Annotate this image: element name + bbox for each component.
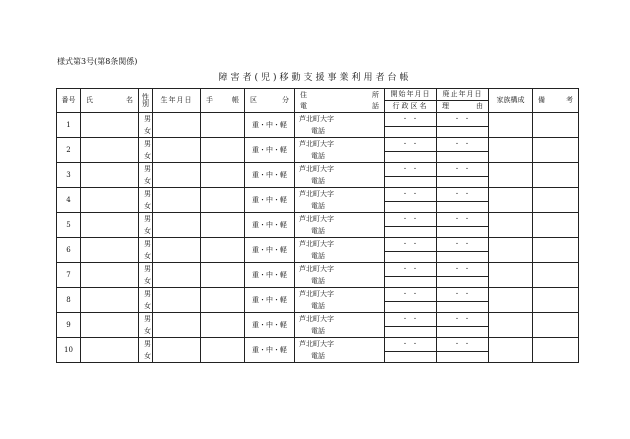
header-phone-a: 電	[300, 101, 307, 110]
header-notes	[533, 89, 579, 113]
reason-cell[interactable]	[437, 152, 489, 163]
district-cell[interactable]	[385, 277, 437, 288]
address-prefix: 芦北町大字	[299, 290, 334, 298]
header-class-b: 分	[282, 96, 289, 104]
sex-male: 男	[144, 165, 151, 173]
form-code: 様式第3号(第8条関係)	[57, 57, 138, 66]
birth-date-cell[interactable]	[153, 263, 201, 288]
address-prefix: 芦北町大字	[299, 265, 334, 273]
notes-cell[interactable]	[533, 138, 579, 163]
grade-cell: 重・中・軽	[245, 313, 295, 338]
birth-date-cell[interactable]	[153, 163, 201, 188]
district-cell[interactable]	[385, 227, 437, 238]
reason-cell[interactable]	[437, 302, 489, 313]
header-address-phone	[295, 89, 385, 113]
end-date-cell: ・ ・	[437, 288, 489, 302]
district-cell[interactable]	[385, 152, 437, 163]
header-sex-b: 別	[142, 99, 149, 108]
reason-cell[interactable]	[437, 177, 489, 188]
start-date-cell: ・ ・	[385, 213, 437, 227]
sex-female: 女	[144, 252, 151, 260]
address-cell	[295, 213, 385, 238]
register-table	[56, 88, 579, 363]
address-cell	[295, 313, 385, 338]
birth-date-cell[interactable]	[153, 338, 201, 363]
address-cell	[295, 338, 385, 363]
name-cell[interactable]	[81, 213, 139, 238]
table-body	[57, 113, 579, 363]
header-address-a: 住	[300, 90, 307, 99]
header-class-a: 区	[250, 96, 257, 104]
header-classification	[245, 89, 295, 113]
address-cell	[295, 263, 385, 288]
name-cell[interactable]	[81, 238, 139, 263]
address-cell	[295, 138, 385, 163]
sex-cell	[139, 238, 153, 263]
name-cell[interactable]	[81, 163, 139, 188]
header-birth-date: 生年月日	[153, 89, 201, 113]
document-title: 障害者(児)移動支援事業利用者台帳	[218, 73, 412, 83]
reason-cell[interactable]	[437, 202, 489, 213]
phone-label: 電話	[311, 302, 325, 310]
sex-female: 女	[144, 302, 151, 310]
district-cell[interactable]	[385, 177, 437, 188]
family-cell[interactable]	[489, 313, 533, 338]
table-row	[57, 163, 579, 177]
header-name	[81, 89, 139, 113]
address-prefix: 芦北町大字	[299, 215, 334, 223]
address-prefix: 芦北町大字	[299, 115, 334, 123]
address-cell	[295, 113, 385, 138]
table-row	[57, 188, 579, 202]
header-handbook	[201, 89, 245, 113]
reason-cell[interactable]	[437, 252, 489, 263]
notes-cell[interactable]	[533, 188, 579, 213]
phone-label: 電話	[311, 127, 325, 135]
grade-cell: 重・中・軽	[245, 213, 295, 238]
phone-label: 電話	[311, 177, 325, 185]
address-cell	[295, 238, 385, 263]
notes-cell[interactable]	[533, 338, 579, 363]
table-header	[57, 89, 579, 113]
sex-male: 男	[144, 265, 151, 273]
name-cell[interactable]	[81, 263, 139, 288]
end-date-cell: ・ ・	[437, 263, 489, 277]
table-row	[57, 263, 579, 277]
sex-male: 男	[144, 290, 151, 298]
handbook-cell[interactable]	[201, 288, 245, 313]
table-row	[57, 338, 579, 352]
start-date-cell: ・ ・	[385, 263, 437, 277]
header-family: 家族構成	[489, 89, 533, 113]
handbook-cell[interactable]	[201, 338, 245, 363]
sex-cell	[139, 338, 153, 363]
notes-cell[interactable]	[533, 313, 579, 338]
grade-cell: 重・中・軽	[245, 188, 295, 213]
header-name-b: 名	[126, 96, 133, 104]
end-date-cell: ・ ・	[437, 138, 489, 152]
family-cell[interactable]	[489, 213, 533, 238]
sex-female: 女	[144, 227, 151, 235]
reason-cell[interactable]	[437, 352, 489, 363]
header-notes-b: 考	[566, 96, 573, 104]
table-row	[57, 213, 579, 227]
end-date-cell: ・ ・	[437, 113, 489, 127]
handbook-cell[interactable]	[201, 113, 245, 138]
row-number: 8	[57, 288, 81, 313]
row-number: 3	[57, 163, 81, 188]
header-reason	[437, 101, 489, 113]
handbook-cell[interactable]	[201, 263, 245, 288]
reason-cell[interactable]	[437, 277, 489, 288]
name-cell[interactable]	[81, 288, 139, 313]
name-cell[interactable]	[81, 188, 139, 213]
sex-male: 男	[144, 340, 151, 348]
notes-cell[interactable]	[533, 263, 579, 288]
grade-cell: 重・中・軽	[245, 288, 295, 313]
start-date-cell: ・ ・	[385, 338, 437, 352]
row-number: 4	[57, 188, 81, 213]
phone-label: 電話	[311, 252, 325, 260]
birth-date-cell[interactable]	[153, 213, 201, 238]
sex-cell	[139, 288, 153, 313]
header-reason-a: 理	[442, 102, 449, 110]
birth-date-cell[interactable]	[153, 313, 201, 338]
family-cell[interactable]	[489, 138, 533, 163]
phone-label: 電話	[311, 277, 325, 285]
header-book-a: 手	[206, 96, 213, 104]
sex-cell	[139, 138, 153, 163]
family-cell[interactable]	[489, 113, 533, 138]
row-number: 1	[57, 113, 81, 138]
district-cell[interactable]	[385, 327, 437, 338]
handbook-cell[interactable]	[201, 238, 245, 263]
family-cell[interactable]	[489, 288, 533, 313]
grade-cell: 重・中・軽	[245, 263, 295, 288]
sex-female: 女	[144, 277, 151, 285]
birth-date-cell[interactable]	[153, 113, 201, 138]
district-cell[interactable]	[385, 202, 437, 213]
district-cell[interactable]	[385, 352, 437, 363]
sex-cell	[139, 163, 153, 188]
phone-label: 電話	[311, 352, 325, 360]
sex-cell	[139, 188, 153, 213]
sex-male: 男	[144, 190, 151, 198]
start-date-cell: ・ ・	[385, 138, 437, 152]
district-cell[interactable]	[385, 252, 437, 263]
notes-cell[interactable]	[533, 163, 579, 188]
family-cell[interactable]	[489, 163, 533, 188]
grade-cell: 重・中・軽	[245, 113, 295, 138]
address-prefix: 芦北町大字	[299, 190, 334, 198]
start-date-cell: ・ ・	[385, 313, 437, 327]
name-cell[interactable]	[81, 113, 139, 138]
address-cell	[295, 188, 385, 213]
address-prefix: 芦北町大字	[299, 315, 334, 323]
end-date-cell: ・ ・	[437, 238, 489, 252]
notes-cell[interactable]	[533, 113, 579, 138]
header-phone-b: 話	[372, 101, 379, 110]
name-cell[interactable]	[81, 138, 139, 163]
sex-female: 女	[144, 152, 151, 160]
header-book-b: 帳	[232, 96, 239, 104]
phone-label: 電話	[311, 152, 325, 160]
row-number: 10	[57, 338, 81, 363]
start-date-cell: ・ ・	[385, 238, 437, 252]
start-date-cell: ・ ・	[385, 113, 437, 127]
handbook-cell[interactable]	[201, 213, 245, 238]
grade-cell: 重・中・軽	[245, 138, 295, 163]
reason-cell[interactable]	[437, 127, 489, 138]
notes-cell[interactable]	[533, 238, 579, 263]
birth-date-cell[interactable]	[153, 188, 201, 213]
sex-male: 男	[144, 140, 151, 148]
table-row	[57, 238, 579, 252]
address-prefix: 芦北町大字	[299, 165, 334, 173]
sex-female: 女	[144, 177, 151, 185]
end-date-cell: ・ ・	[437, 188, 489, 202]
end-date-cell: ・ ・	[437, 313, 489, 327]
row-number: 6	[57, 238, 81, 263]
header-end-date: 廃止年月日	[437, 89, 489, 101]
grade-cell: 重・中・軽	[245, 163, 295, 188]
handbook-cell[interactable]	[201, 313, 245, 338]
sex-female: 女	[144, 352, 151, 360]
header-sex-a: 性	[142, 92, 149, 101]
birth-date-cell[interactable]	[153, 238, 201, 263]
header-start-date: 開始年月日	[385, 89, 437, 101]
end-date-cell: ・ ・	[437, 213, 489, 227]
table-row	[57, 113, 579, 127]
address-cell	[295, 163, 385, 188]
sex-cell	[139, 263, 153, 288]
table-row	[57, 288, 579, 302]
start-date-cell: ・ ・	[385, 163, 437, 177]
header-sex	[139, 89, 153, 113]
grade-cell: 重・中・軽	[245, 338, 295, 363]
handbook-cell[interactable]	[201, 188, 245, 213]
notes-cell[interactable]	[533, 213, 579, 238]
family-cell[interactable]	[489, 188, 533, 213]
end-date-cell: ・ ・	[437, 163, 489, 177]
sex-cell	[139, 213, 153, 238]
phone-label: 電話	[311, 227, 325, 235]
header-number: 番号	[57, 89, 81, 113]
birth-date-cell[interactable]	[153, 288, 201, 313]
header-notes-a: 備	[538, 96, 545, 104]
handbook-cell[interactable]	[201, 138, 245, 163]
start-date-cell: ・ ・	[385, 288, 437, 302]
sex-male: 男	[144, 215, 151, 223]
end-date-cell: ・ ・	[437, 338, 489, 352]
sex-male: 男	[144, 315, 151, 323]
family-cell[interactable]	[489, 263, 533, 288]
name-cell[interactable]	[81, 313, 139, 338]
table-row	[57, 313, 579, 327]
family-cell[interactable]	[489, 238, 533, 263]
district-cell[interactable]	[385, 127, 437, 138]
start-date-cell: ・ ・	[385, 188, 437, 202]
address-prefix: 芦北町大字	[299, 340, 334, 348]
address-prefix: 芦北町大字	[299, 240, 334, 248]
header-reason-b: 由	[476, 102, 483, 110]
grade-cell: 重・中・軽	[245, 238, 295, 263]
row-number: 5	[57, 213, 81, 238]
sex-female: 女	[144, 202, 151, 210]
name-cell[interactable]	[81, 338, 139, 363]
sex-cell	[139, 113, 153, 138]
sex-cell	[139, 313, 153, 338]
sex-male: 男	[144, 240, 151, 248]
table-row	[57, 138, 579, 152]
row-number: 2	[57, 138, 81, 163]
address-prefix: 芦北町大字	[299, 140, 334, 148]
handbook-cell[interactable]	[201, 163, 245, 188]
phone-label: 電話	[311, 202, 325, 210]
district-cell[interactable]	[385, 302, 437, 313]
header-address-b: 所	[372, 90, 379, 99]
row-number: 7	[57, 263, 81, 288]
birth-date-cell[interactable]	[153, 138, 201, 163]
phone-label: 電話	[311, 327, 325, 335]
reason-cell[interactable]	[437, 227, 489, 238]
sex-female: 女	[144, 327, 151, 335]
sex-male: 男	[144, 115, 151, 123]
row-number: 9	[57, 313, 81, 338]
sex-female: 女	[144, 127, 151, 135]
family-cell[interactable]	[489, 338, 533, 363]
address-cell	[295, 288, 385, 313]
reason-cell[interactable]	[437, 327, 489, 338]
header-name-a: 氏	[86, 96, 93, 104]
notes-cell[interactable]	[533, 288, 579, 313]
header-district: 行政区名	[385, 101, 437, 113]
